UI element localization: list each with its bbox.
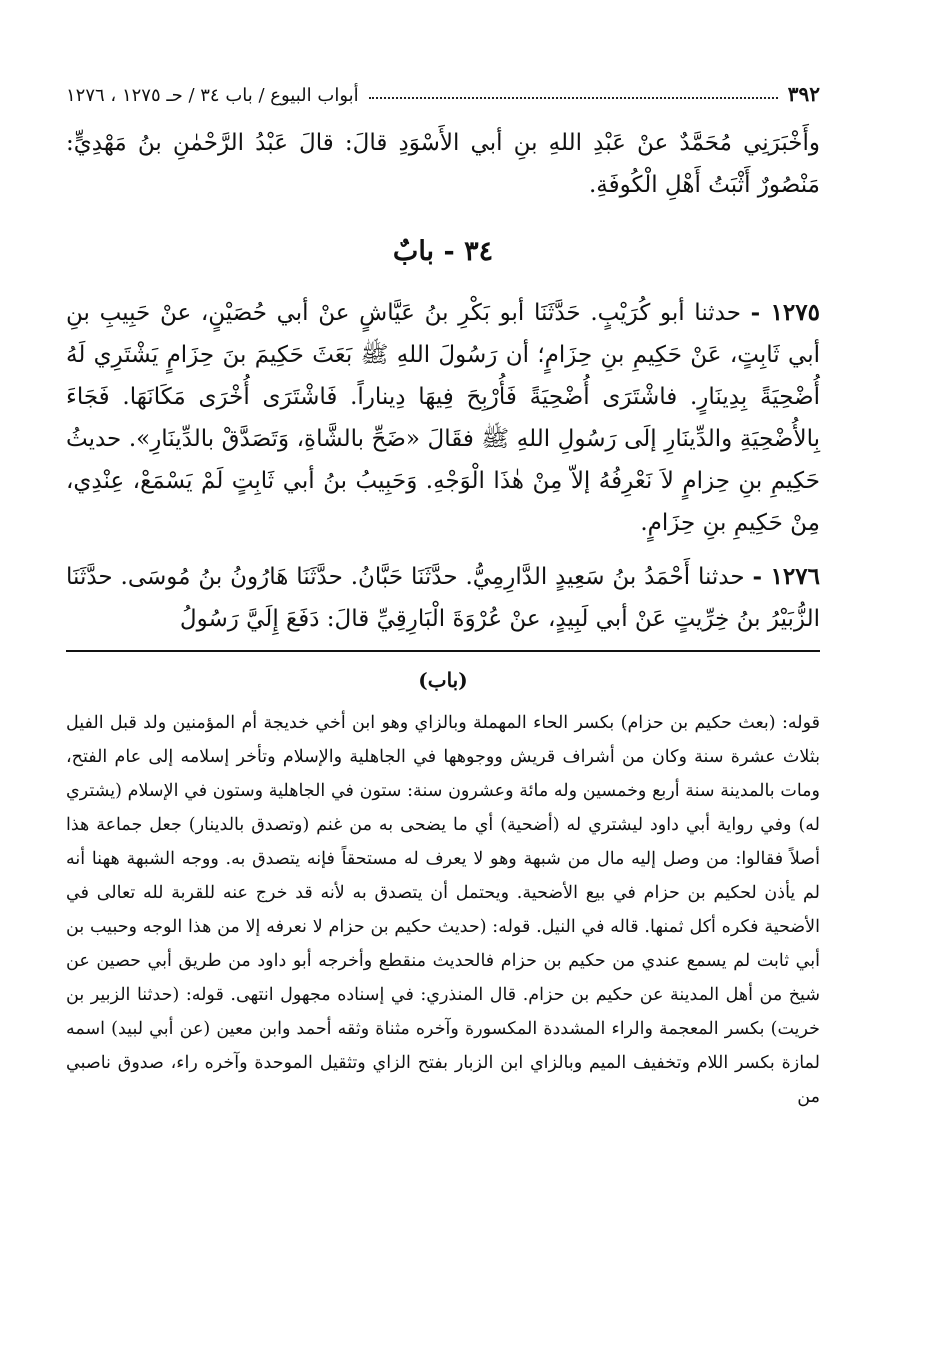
running-header-title: أبواب البيوع / باب ٣٤ / حـ ١٢٧٥ ، ١٢٧٦ [66, 85, 359, 106]
hadith-1276 [66, 556, 820, 640]
hadith-text: حدثنا أبو كُرَيْبٍ. حَدَّثَنَا أبو بَكْرِ بنُ عَيَّاشٍ عنْ أبي حُصَيْنٍ، عنْ حَبِيبِ بنِ أبي ثَابِتٍ، عَنْ حَكِيمِ بنِ حِزَامٍ؛ أن رَسُولَ اللهِ ﷺ بَعَثَ حَكِيمَ بنَ حِزَامٍ يَشْتَرِي لَهُ أُضْحِيَةً بِدِينَارٍ. فاشْتَرَى أُضْحِيَةً فَأُرْبِحَ فِيهَا دِيناراً. فَاشْتَرَى أُخْرَى مَكَانَهَا. فَجَاءَ بِالأُضْحِيَةِ والدِّينَارِ إلَى رَسُولِ اللهِ ﷺ فقَالَ «ضَحِّ بالشَّاةِ، وَتَصَدَّقْ بالدِّينَارِ». حديثُ حَكِيمِ بنِ حِزامٍ لاَ نَعْرِفُهُ إلاّ مِنْ هٰذَا الْوَجْهِ. وَحَبِيبُ بنُ أبي ثَابِتٍ لَمْ يَسْمَعْ، عِنْدِي، مِنْ حَكِيمِ بنِ حِزَامٍ. [66, 300, 820, 536]
commentary-text: قوله: (بعث حكيم بن حزام) بكسر الحاء المهملة وبالزاي وهو ابن أخي خديجة أم المؤمنين ولد قبل الفيل بثلاث عشرة سنة وكان من أشراف قريش ووجوهها في الجاهلية والإسلام وتأخر إسلامه إلى عام الفتح، ومات بالمدينة سنة أربع وخمسين وله مائة وعشرون سنة: ستون في الجاهلية وستون في الإسلام (يشتري له) وفي رواية أبي داود ليشتري له (أضحية) أي ما يضحى به من غنم (وتصدق بالدينار) جعل جماعة هذا أصلاً فقالوا: من وصل إليه مال من شبهة وهو لا يعرف له مستحقاً فإنه يتصدق به. ووجه الشبهة ههنا أنه لم يأذن لحكيم بن حزام في بيع الأضحية. ويحتمل أن يتصدق به لأنه قد خرج عنه للقربة لله تعالى في الأضحية فكره أكل ثمنها. قاله في النيل. قوله: (حديث حكيم بن حزام لا نعرفه إلا من هذا الوجه وحبيب بن أبي ثابت لم يسمع عندي من حكيم بن حزام فالحديث منقطع وأخرجه أبو داود من طريق أبي حصين عن شيخ من أهل المدينة عن حكيم بن حزام. قال المنذري: في إسناده مجهول انتهى. قوله: (حدثنا الزبير بن خريت) بكسر المعجمة والراء المشددة المكسورة وآخره مثناة وثقه أحمد وابن معين (عن أبي لبيد) اسمه لمازة بكسر اللام وتخفيف الميم وبالزاي ابن الزبار بفتح الزاي وتثقيل الموحدة وآخره راء، صدوق ناصبي من [66, 713, 820, 1107]
footnote-divider [66, 650, 820, 652]
intro-paragraph: وأَخْبَرَنِي مُحَمَّدٌ عنْ عَبْدِ اللهِ بنِ أبي الأَسْوَدِ قالَ: قالَ عَبْدُ الرَّحْمٰنِ بنُ مَهْدِيٍّ: مَنْصُورٌ أَثْبَتُ أَهْلِ الْكُوفَةِ. [66, 130, 820, 198]
hadith-text: حدثنا أَحْمَدُ بنُ سَعِيدٍ الدَّارِمِيُّ. حدَّثَنَا حَبَّانُ. حدَّثَنَا هَارُونُ بنُ مُوسَى. حدَّثَنَا الزُّبَيْرُ بنُ خِرِّيتٍ عَنْ أبي لَبِيدٍ، عنْ عُرْوَةَ الْبَارِقِيِّ قالَ: دَفَعَ إِلَيَّ رَسُولُ [66, 564, 820, 632]
hadith-1275 [66, 292, 820, 544]
hadith-number: ١٢٧٦ - [752, 563, 820, 590]
running-header [66, 74, 820, 106]
page-number: ٣٩٢ [787, 82, 820, 106]
hadith-number: ١٢٧٥ - [750, 299, 820, 326]
dotted-leader [369, 97, 778, 99]
book-page [66, 74, 820, 1114]
chapter-heading: ٣٤ - بابٌ [392, 236, 494, 267]
commentary-heading: (باب) [418, 668, 468, 692]
